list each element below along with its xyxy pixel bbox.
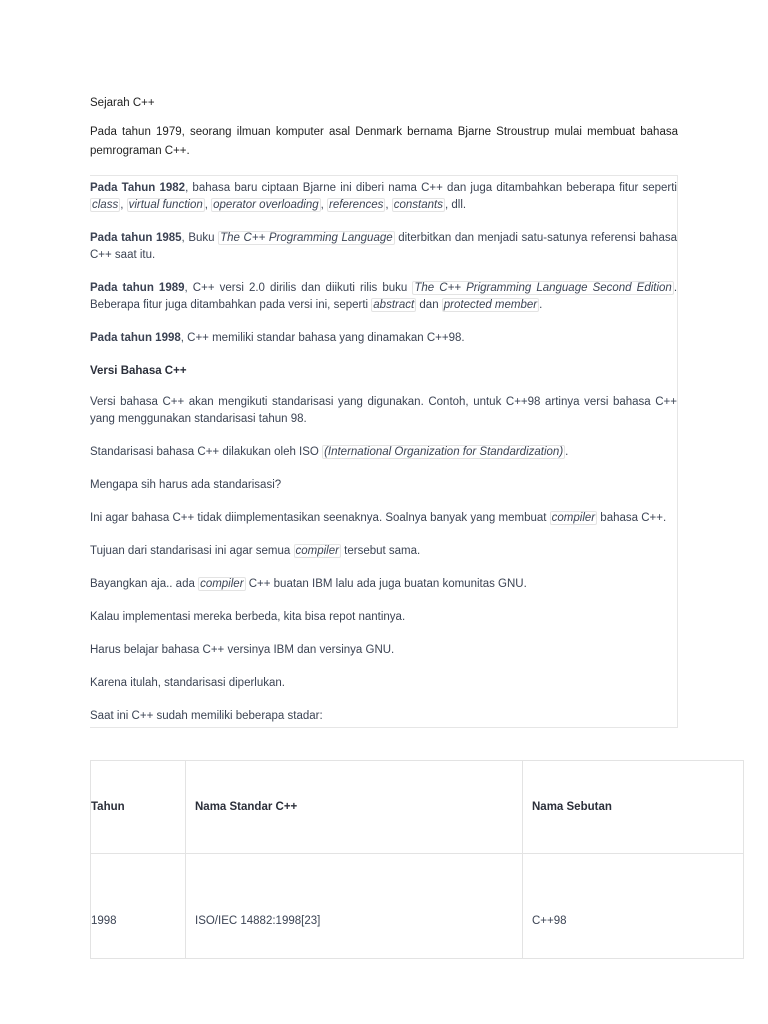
code-term: constants (393, 199, 443, 211)
paragraph-question: Mengapa sih harus ada standarisasi? (90, 479, 282, 491)
intro-paragraph: Pada tahun 1979, seorang ilmuan komputer asal Denmark bernama Bjarne Stroustrup mulai membuat bahasa pemrograman C++. (90, 126, 678, 157)
code-term: references (329, 199, 384, 211)
text: , C++ memiliki standar bahasa yang dinamakan C++98. (180, 332, 465, 344)
text: dan (416, 299, 442, 311)
separator: , (320, 199, 328, 211)
year-label: Pada tahun 1985 (90, 232, 182, 244)
code-term: The C++ Programming Language (220, 232, 393, 244)
section-heading: Versi Bahasa C++ (90, 365, 187, 377)
paragraph-reason (90, 510, 677, 527)
table-header-row (91, 761, 744, 854)
paragraph-learn: Harus belajar bahasa C++ versinya IBM dan versinya GNU. (90, 644, 395, 656)
cell-tahun: 1998 (91, 854, 186, 959)
code-term: abstract (373, 299, 415, 311)
paragraph-1989 (90, 280, 677, 314)
text: . Beberapa fitur juga ditambahkan pada versi ini, seperti (90, 282, 678, 311)
code-term: The C++ Prigramming Language Second Edition (414, 282, 672, 294)
separator: , (120, 199, 127, 211)
standards-table (90, 760, 744, 959)
paragraph-conclusion: Karena itulah, standarisasi diperlukan. (90, 677, 285, 689)
paragraph-1982 (90, 180, 677, 214)
text: Tujuan dari standarisasi ini agar semua (90, 545, 294, 557)
header-tahun: Tahun (91, 761, 186, 854)
year-label: Pada tahun 1989 (90, 282, 185, 294)
text: Standarisasi bahasa C++ dilakukan oleh ISO (90, 446, 323, 458)
paragraph-standards-intro: Saat ini C++ sudah memiliki beberapa stadar: (90, 710, 323, 722)
code-term: class (92, 199, 119, 211)
text: Ini agar bahasa C++ tidak diimplementasikan seenaknya. Soalnya banyak yang membuat (90, 512, 550, 524)
cell-nama-standar: ISO/IEC 14882:1998[23] (186, 854, 523, 959)
year-label: Pada tahun 1998 (90, 332, 181, 344)
paragraph-iso (90, 444, 677, 461)
paragraph-example (90, 576, 677, 593)
content-box (90, 175, 678, 728)
code-term: virtual function (128, 199, 203, 211)
separator: , (204, 199, 212, 211)
text: . (565, 446, 569, 458)
code-term: compiler (295, 545, 339, 557)
year-label: Pada Tahun 1982 (90, 182, 186, 194)
text: , bahasa baru ciptaan Bjarne ini diberi nama C++ dan juga ditambahkan beberapa fitur seperti (185, 182, 677, 194)
paragraph-versi: Versi bahasa C++ akan mengikuti standarisasi yang digunakan. Contoh, untuk C++98 artinya versi bahasa C++ yang menggunakan standarisasi tahun 98. (90, 396, 677, 425)
code-term: (International Organization for Standardization) (324, 446, 564, 458)
text: , C++ versi 2.0 dirilis dan diikuti rilis buku (184, 282, 413, 294)
header-nama-sebutan: Nama Sebutan (523, 761, 744, 854)
text: tersebut sama. (340, 545, 421, 557)
header-nama-standar: Nama Standar C++ (186, 761, 523, 854)
code-term: operator overloading (213, 199, 319, 211)
separator: , (385, 199, 392, 211)
paragraph-goal (90, 543, 677, 560)
code-term: compiler (200, 578, 244, 590)
paragraph-1998 (90, 330, 677, 347)
document-title: Sejarah C++ (90, 97, 155, 109)
text: diterbitkan dan menjadi satu-satunya referensi bahasa C++ saat itu. (90, 232, 677, 261)
text: . (539, 299, 543, 311)
text: , dll. (445, 199, 467, 211)
text: C++ buatan IBM lalu ada juga buatan komunitas GNU. (245, 578, 527, 590)
text: , Buku (181, 232, 219, 244)
text: Bayangkan aja.. ada (90, 578, 199, 590)
paragraph-1985 (90, 230, 677, 264)
paragraph-implementation: Kalau implementasi mereka berbeda, kita bisa repot nantinya. (90, 611, 406, 623)
code-term: compiler (551, 512, 596, 524)
document-page (90, 95, 678, 728)
code-term: protected member (443, 299, 538, 311)
text: bahasa C++. (597, 512, 667, 524)
cell-nama-sebutan: C++98 (523, 854, 744, 959)
table-row (91, 854, 744, 959)
